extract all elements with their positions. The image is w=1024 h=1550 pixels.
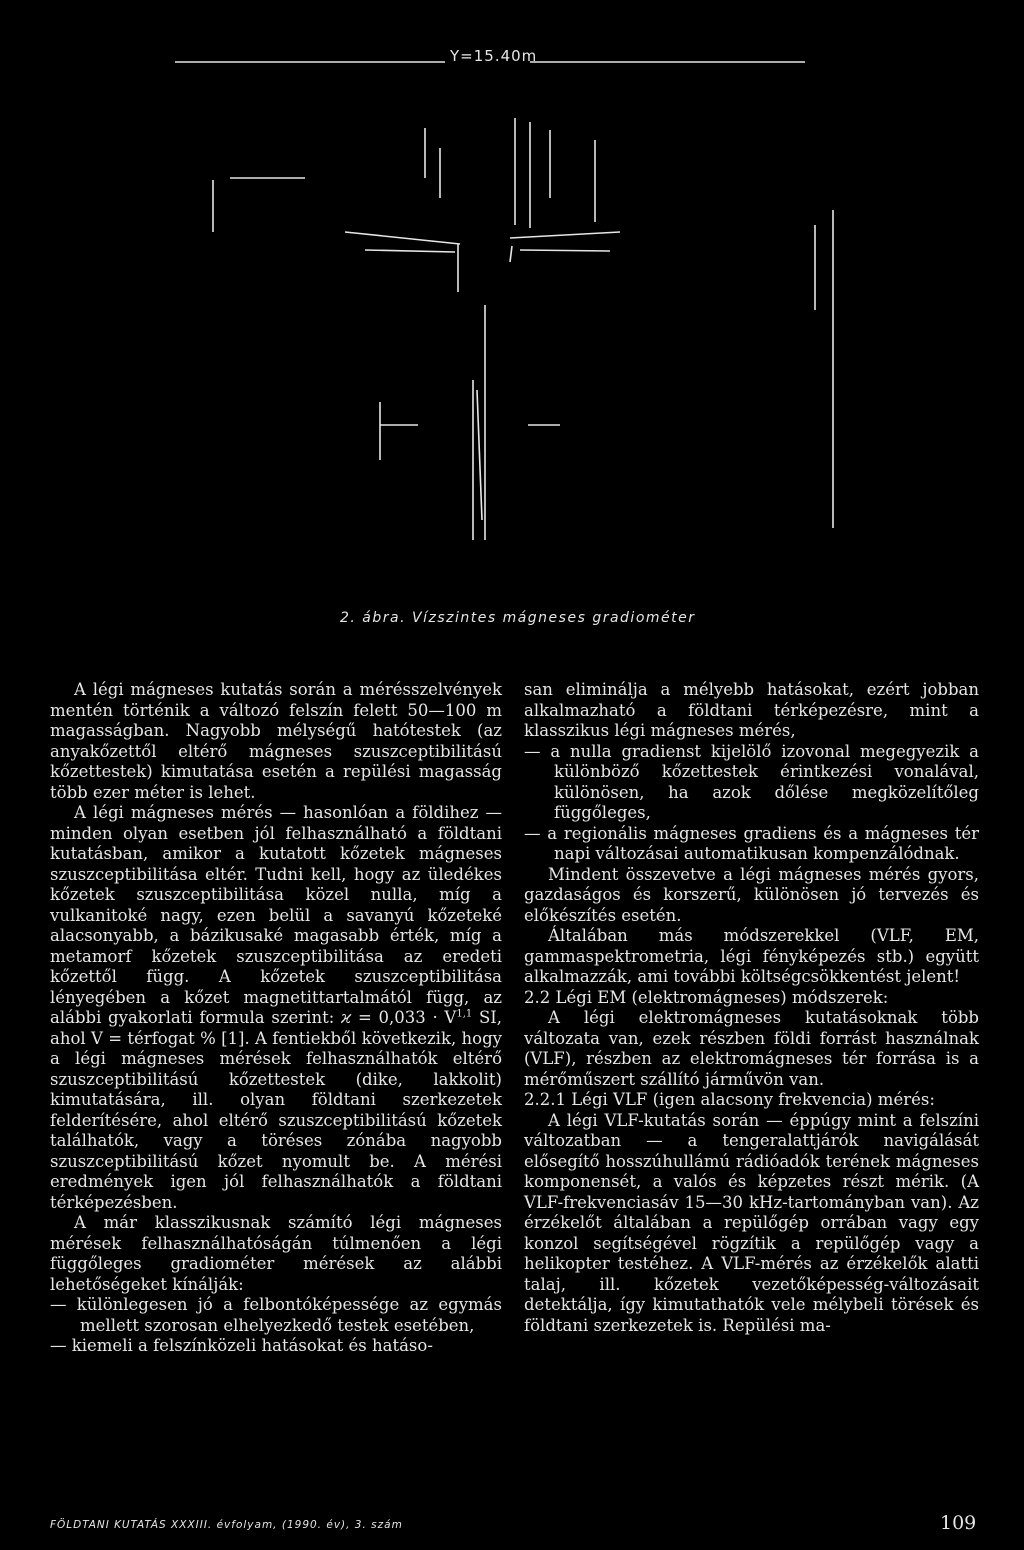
subsection-heading: 2.2.1 Légi VLF (igen alacsony frekvencia) mérés: [524, 1090, 935, 1109]
figure-line [345, 232, 460, 244]
bullet-item: — a regionális mágneses gradiens és a mágneses tér napi változásai automatikusan kompenzálódnak. [524, 823, 979, 863]
figure-line [477, 390, 482, 520]
formula-exponent: 1,1 [456, 1008, 473, 1020]
journal-footer: FÖLDTANI KUTATÁS XXXIII. évfolyam, (1990. év), 3. szám [50, 1519, 403, 1531]
paragraph: san eliminálja a mélyebb hatásokat, ezért jobban alkalmazható a földtani térképezésre, mint a klasszikus légi mágneses mérés, [524, 680, 979, 740]
paragraph: A légi elektromágneses kutatásoknak több változata van, ezek részben földi forrást használnak (VLF), részben az elektromágneses tér forrása is a mérőműszert szállító járművön van. [524, 1008, 979, 1089]
formula-tail: SI, ahol V = térfogat [50, 1008, 503, 1048]
paragraph-text: A légi mágneses mérés — hasonlóan a földihez — minden olyan esetben jól felhasználható a földtani kutatásban, amikor a kutatott kőzetek mágneses szuszceptibilitása eltér. Tudni kell, hogy az üledékes kőzetek szuszceptibilitása közel nulla, míg a vulkanitoké nagy, ezen belül a savanyú kőzeteké alacsonyabb, a bázikusaké magasabb érték, míg a metamorf kőzetek szuszceptibilitása az eredeti kőzettől függ. A kőzetek szuszceptibilitása lényegében a kőzet magnetittartalmától függ, az alábbi gyakorlati formula szerint: [50, 803, 502, 1027]
figure-line [520, 250, 610, 251]
figure-caption: 2. ábra. Vízszintes mágneses gradiométer [340, 610, 696, 626]
formula-symbol: ϰ [340, 1008, 352, 1027]
paragraph-formula [50, 803, 502, 1213]
formula-mid: = 0,033 · V [351, 1008, 457, 1027]
section-heading: 2.2 Légi EM (elektromágneses) módszerek: [524, 987, 889, 1007]
figure-line [365, 250, 455, 252]
paragraph-text: % [1]. A fentiekből következik, hogy a légi mágneses mérések felhasználhatók eltérő szuszceptibilitású kőzettestek (dike, lakkolit) kimutatására, ill. olyan földtani szerkezetek felderítésére, ahol eltérő szuszceptibilitású kőzetek találhatók, vagy a töréses zónába nagyobb szuszceptibilitású kőzet nyomult be. A mérési eredmények igen jól felhasználhatók a földtani térképezésben. [50, 1028, 502, 1212]
bullet-item: — különlegesen jó a felbontóképessége az egymás mellett szorosan elhelyezkedő testek esetében, [50, 1295, 502, 1335]
figure-line [510, 232, 620, 238]
gradiometer-figure [0, 0, 1024, 600]
scale-label: Y=15.40m [450, 47, 538, 65]
paragraph: Általában más módszerekkel (VLF, EM, gammaspektrometria, légi fényképezés stb.) együtt alkalmazzák, ami további költségcsökkentést jelent! [524, 926, 979, 986]
page-number: 109 [940, 1512, 977, 1534]
bullet-item: — a nulla gradienst kijelölő izovonal megegyezik a különböző kőzettestek érintkezési vonalával, különösen, ha azok dőlése megközelítőleg függőleges, [524, 741, 979, 822]
bullet-item: — kiemeli a felszínközeli hatásokat és hatáso- [50, 1336, 433, 1355]
left-column [50, 680, 502, 1357]
paragraph: A légi VLF-kutatás során — éppúgy mint a felszíni változatban — a tengeralattjárók navigálását elősegítő hosszúhullámú rádióadók terének mágneses komponensét, a valós és képzetes részt mérik. (A VLF-frekvenciasáv 15—30 kHz-tartományban van). Az érzékelőt általában a repülőgép orrában vagy egy konzol segítségével rögzítik a repülőgép vagy a helikopter testéhez. A VLF-mérés az érzékelők alatti talaj, ill. kőzetek vezetőképesség-változásait detektálja, így kimutathatók vele mélybeli törések és földtani szerkezetek is. Repülési ma- [524, 1110, 979, 1335]
right-column [524, 680, 979, 1336]
paragraph: A már klasszikusnak számító légi mágneses mérések felhasználhatóságán túlmenően a légi függőleges gradiométer mérések az alábbi lehetőségeket kínálják: [50, 1213, 502, 1294]
paragraph: Mindent összevetve a légi mágneses mérés gyors, gazdaságos és korszerű, különösen jó tervezés és előkészítés esetén. [524, 864, 979, 925]
paragraph: A légi mágneses kutatás során a mérésszelvények mentén történik a változó felszín felett 50—100 m magasságban. Nagyobb mélységű hatótestek (az anyakőzettől eltérő mágneses szuszceptibilitású kőzettestek) kimutatása esetén a repülési magasság több ezer méter is lehet. [50, 680, 502, 802]
figure-line [510, 246, 512, 262]
